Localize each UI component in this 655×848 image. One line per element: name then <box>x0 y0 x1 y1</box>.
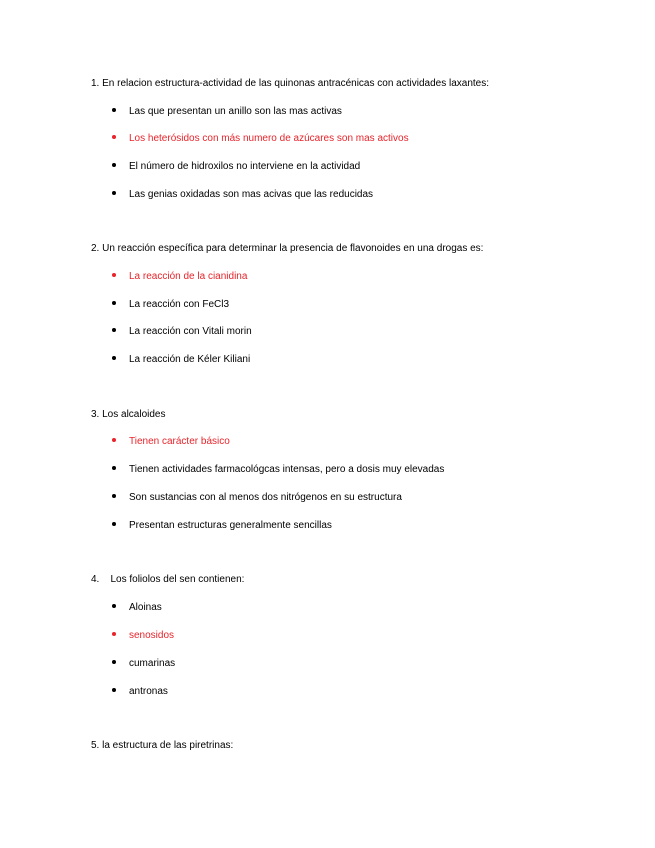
bullet-icon <box>112 438 116 442</box>
bullet-icon <box>112 301 116 305</box>
question-4-option-d: antronas <box>112 686 168 698</box>
question-4-option-c: cumarinas <box>112 658 175 670</box>
question-1-option-b-correct: Los heterósidos con más numero de azúcares son mas activos <box>112 133 409 145</box>
question-4-option-b-correct: senosidos <box>112 630 174 642</box>
bullet-icon <box>112 494 116 498</box>
question-3-option-a-correct: Tienen carácter básico <box>112 436 230 448</box>
bullet-icon <box>112 632 116 636</box>
question-2-option-b: La reacción con FeCl3 <box>112 299 229 311</box>
question-3-title: 3. Los alcaloides <box>91 409 166 420</box>
bullet-icon <box>112 135 116 139</box>
bullet-icon <box>112 660 116 664</box>
question-4-title: 4. Los foliolos del sen contienen: <box>91 574 245 585</box>
bullet-icon <box>112 356 116 360</box>
question-1-title: 1. En relacion estructura-actividad de las quinonas antracénicas con actividades laxantes: <box>91 78 490 89</box>
question-3-option-c: Son sustancias con al menos dos nitrógenos en su estructura <box>112 492 402 504</box>
bullet-icon <box>112 108 116 112</box>
question-1-option-c: El número de hidroxilos no interviene en la actividad <box>112 161 360 173</box>
question-2-title: 2. Un reacción específica para determinar la presencia de flavonoides en una drogas es: <box>91 243 484 254</box>
bullet-icon <box>112 522 116 526</box>
question-5-title: 5. la estructura de las piretrinas: <box>91 740 234 751</box>
bullet-icon <box>112 328 116 332</box>
bullet-icon <box>112 688 116 692</box>
bullet-icon <box>112 273 116 277</box>
question-2-option-a-correct: La reacción de la cianidina <box>112 271 247 283</box>
bullet-icon <box>112 466 116 470</box>
question-2-option-d: La reacción de Kéler Kiliani <box>112 354 250 366</box>
bullet-icon <box>112 604 116 608</box>
question-3-option-d: Presentan estructuras generalmente sencillas <box>112 520 332 532</box>
question-2-option-c: La reacción con Vitali morin <box>112 326 252 338</box>
bullet-icon <box>112 163 116 167</box>
bullet-icon <box>112 191 116 195</box>
question-4-option-a: Aloinas <box>112 602 162 614</box>
question-1-option-a: Las que presentan un anillo son las mas activas <box>112 106 342 118</box>
question-3-option-b: Tienen actividades farmacológcas intensas, pero a dosis muy elevadas <box>112 464 444 476</box>
question-1-option-d: Las genias oxidadas son mas acivas que las reducidas <box>112 189 373 201</box>
